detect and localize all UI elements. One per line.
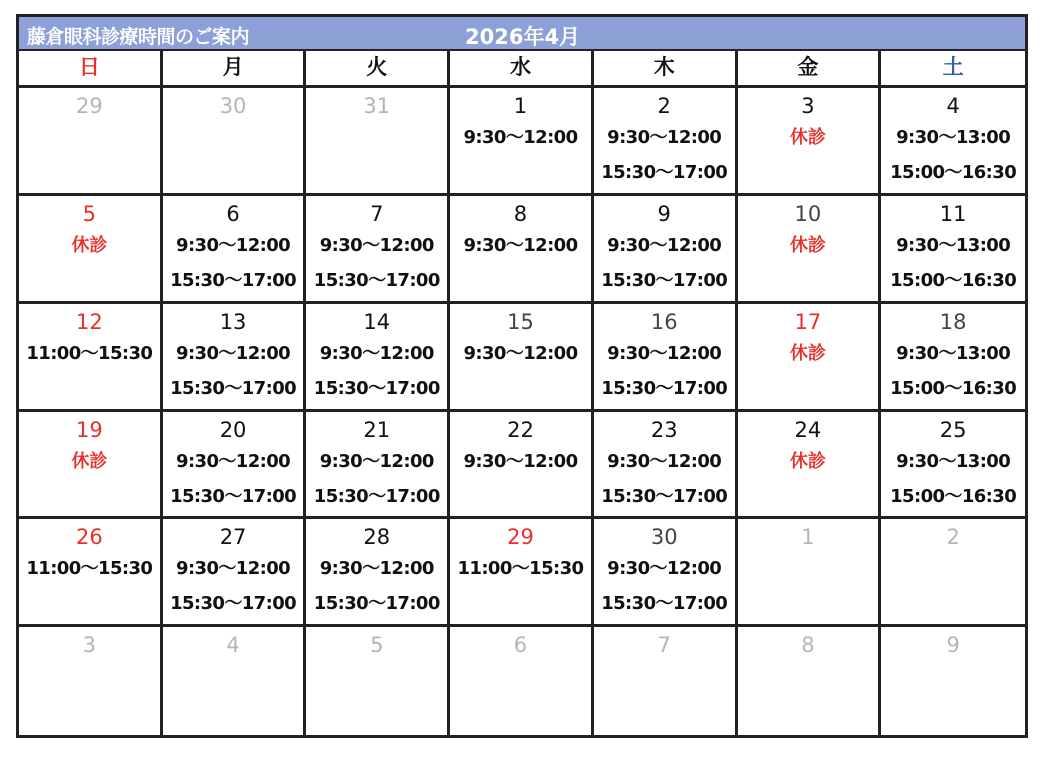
day-cell bbox=[163, 519, 307, 627]
day-cell bbox=[306, 412, 450, 520]
hours-label: 11:00～15:30 bbox=[26, 342, 153, 364]
day-number: 5 bbox=[82, 201, 97, 226]
hours-label: 9:30～12:00 bbox=[176, 450, 291, 472]
day-cell bbox=[738, 304, 882, 412]
day-number: 21 bbox=[363, 417, 391, 442]
day-number: 1 bbox=[513, 94, 528, 118]
day-cell bbox=[163, 88, 307, 196]
day-cell bbox=[881, 196, 1025, 304]
hours-label: 15:30～17:00 bbox=[601, 593, 728, 615]
day-cell bbox=[306, 196, 450, 304]
day-number: 8 bbox=[801, 633, 815, 658]
day-cell bbox=[306, 627, 450, 735]
day-number: 31 bbox=[363, 94, 391, 118]
hours-label: 15:30～17:00 bbox=[601, 377, 728, 399]
day-number: 22 bbox=[507, 417, 534, 442]
day-number: 3 bbox=[801, 94, 815, 118]
hours-label: 9:30～12:00 bbox=[319, 234, 434, 256]
day-number: 7 bbox=[657, 633, 671, 658]
day-cell bbox=[738, 196, 882, 304]
hours-label: 9:30～13:00 bbox=[896, 234, 1011, 256]
day-cell bbox=[450, 88, 594, 196]
hours-label: 15:30～17:00 bbox=[170, 377, 297, 399]
hours-label: 9:30～12:00 bbox=[463, 234, 578, 256]
closed-label: 休診 bbox=[71, 450, 108, 472]
hours-label: 15:30～17:00 bbox=[313, 485, 440, 507]
day-cell bbox=[19, 519, 163, 627]
hours-label: 9:30～13:00 bbox=[896, 127, 1011, 148]
hours-label: 15:00～16:30 bbox=[890, 377, 1017, 399]
day-cell bbox=[19, 88, 163, 196]
day-cell bbox=[594, 627, 738, 735]
day-number: 26 bbox=[75, 525, 103, 550]
day-number: 14 bbox=[363, 309, 391, 334]
hours-label: 9:30～12:00 bbox=[463, 450, 578, 472]
day-cell bbox=[738, 88, 882, 196]
closed-label: 休診 bbox=[789, 450, 826, 472]
closed-label: 休診 bbox=[71, 234, 108, 256]
weekday-saturday: 土 bbox=[881, 51, 1025, 88]
day-number: 7 bbox=[370, 201, 384, 226]
hours-label: 9:30～12:00 bbox=[607, 558, 722, 580]
hours-label: 9:30～12:00 bbox=[319, 558, 434, 580]
hours-label: 15:30～17:00 bbox=[313, 593, 440, 615]
day-number: 1 bbox=[801, 525, 815, 550]
hours-label: 15:30～17:00 bbox=[601, 485, 728, 507]
day-number: 8 bbox=[513, 201, 528, 226]
day-number: 30 bbox=[650, 525, 678, 550]
weekday-sunday: 日 bbox=[19, 51, 163, 88]
day-number: 6 bbox=[226, 201, 240, 226]
hours-label: 15:30～17:00 bbox=[601, 162, 728, 183]
day-number: 25 bbox=[939, 417, 967, 442]
hours-label: 15:30～17:00 bbox=[170, 593, 297, 615]
day-cell bbox=[594, 196, 738, 304]
hours-label: 15:30～17:00 bbox=[601, 269, 728, 291]
hours-label: 11:00～15:30 bbox=[457, 558, 584, 580]
day-number: 23 bbox=[650, 417, 678, 442]
hours-label: 9:30～12:00 bbox=[607, 127, 722, 148]
hours-label: 11:00～15:30 bbox=[26, 558, 153, 580]
day-number: 15 bbox=[507, 309, 534, 334]
day-cell bbox=[163, 196, 307, 304]
closed-label: 休診 bbox=[789, 234, 826, 256]
day-number: 29 bbox=[507, 525, 534, 550]
day-cell bbox=[594, 88, 738, 196]
day-number: 16 bbox=[650, 309, 678, 334]
weekday-monday: 月 bbox=[163, 51, 307, 88]
hours-label: 15:30～17:00 bbox=[313, 269, 440, 291]
weekday-friday: 金 bbox=[738, 51, 882, 88]
day-number: 2 bbox=[946, 525, 960, 550]
closed-label: 休診 bbox=[789, 342, 826, 364]
day-cell bbox=[594, 412, 738, 520]
day-number: 18 bbox=[939, 309, 967, 334]
hours-label: 9:30～12:00 bbox=[319, 342, 434, 364]
day-number: 9 bbox=[946, 633, 960, 658]
hours-label: 9:30～12:00 bbox=[176, 234, 291, 256]
day-cell bbox=[738, 519, 882, 627]
day-number: 28 bbox=[363, 525, 391, 550]
month-title: 2026年4月 bbox=[465, 25, 581, 49]
day-cell bbox=[738, 412, 882, 520]
clinic-calendar bbox=[16, 14, 1028, 738]
day-cell bbox=[163, 627, 307, 735]
title-bar bbox=[19, 17, 1025, 51]
hours-label: 15:00～16:30 bbox=[890, 269, 1017, 291]
day-cell bbox=[450, 519, 594, 627]
day-cell bbox=[306, 304, 450, 412]
calendar-grid bbox=[19, 51, 1025, 735]
day-cell bbox=[450, 627, 594, 735]
hours-label: 15:30～17:00 bbox=[170, 485, 297, 507]
day-cell bbox=[881, 412, 1025, 520]
day-number: 12 bbox=[75, 309, 103, 334]
closed-label: 休診 bbox=[789, 127, 826, 148]
day-cell bbox=[306, 88, 450, 196]
day-cell bbox=[594, 304, 738, 412]
day-cell bbox=[881, 304, 1025, 412]
hours-label: 15:00～16:30 bbox=[890, 485, 1017, 507]
day-cell bbox=[450, 196, 594, 304]
day-cell bbox=[881, 88, 1025, 196]
day-number: 13 bbox=[219, 309, 247, 334]
day-cell bbox=[881, 627, 1025, 735]
day-number: 4 bbox=[946, 94, 960, 118]
hours-label: 9:30～13:00 bbox=[896, 342, 1011, 364]
day-number: 9 bbox=[657, 201, 671, 226]
weekday-wednesday: 水 bbox=[450, 51, 594, 88]
day-cell bbox=[19, 412, 163, 520]
weekday-thursday: 木 bbox=[594, 51, 738, 88]
day-number: 29 bbox=[75, 94, 103, 118]
hours-label: 9:30～12:00 bbox=[463, 127, 578, 148]
day-cell bbox=[306, 519, 450, 627]
day-cell bbox=[738, 627, 882, 735]
hours-label: 15:30～17:00 bbox=[170, 269, 297, 291]
day-number: 27 bbox=[219, 525, 247, 550]
day-number: 6 bbox=[513, 633, 528, 658]
day-cell bbox=[19, 627, 163, 735]
day-number: 19 bbox=[75, 417, 103, 442]
day-number: 4 bbox=[226, 633, 240, 658]
day-number: 2 bbox=[657, 94, 671, 118]
weekday-tuesday: 火 bbox=[306, 51, 450, 88]
day-cell bbox=[163, 304, 307, 412]
hours-label: 9:30～12:00 bbox=[607, 342, 722, 364]
hours-label: 9:30～12:00 bbox=[463, 342, 578, 364]
day-cell bbox=[19, 196, 163, 304]
hours-label: 9:30～12:00 bbox=[176, 342, 291, 364]
day-number: 30 bbox=[219, 94, 247, 118]
day-cell bbox=[881, 519, 1025, 627]
day-number: 3 bbox=[82, 633, 97, 658]
hours-label: 15:30～17:00 bbox=[313, 377, 440, 399]
hours-label: 9:30～12:00 bbox=[607, 450, 722, 472]
day-number: 11 bbox=[939, 201, 967, 226]
day-number: 10 bbox=[794, 201, 822, 226]
hours-label: 9:30～13:00 bbox=[896, 450, 1011, 472]
hours-label: 9:30～12:00 bbox=[176, 558, 291, 580]
day-cell bbox=[19, 304, 163, 412]
day-cell bbox=[163, 412, 307, 520]
hours-label: 15:00～16:30 bbox=[890, 162, 1017, 183]
hours-label: 9:30～12:00 bbox=[319, 450, 434, 472]
day-number: 24 bbox=[794, 417, 822, 442]
clinic-title: 藤倉眼科診療時間のご案内 bbox=[27, 26, 250, 48]
hours-label: 9:30～12:00 bbox=[607, 234, 722, 256]
day-number: 5 bbox=[370, 633, 384, 658]
day-cell bbox=[594, 519, 738, 627]
day-number: 17 bbox=[794, 309, 822, 334]
day-number: 20 bbox=[219, 417, 247, 442]
day-cell bbox=[450, 412, 594, 520]
day-cell bbox=[450, 304, 594, 412]
